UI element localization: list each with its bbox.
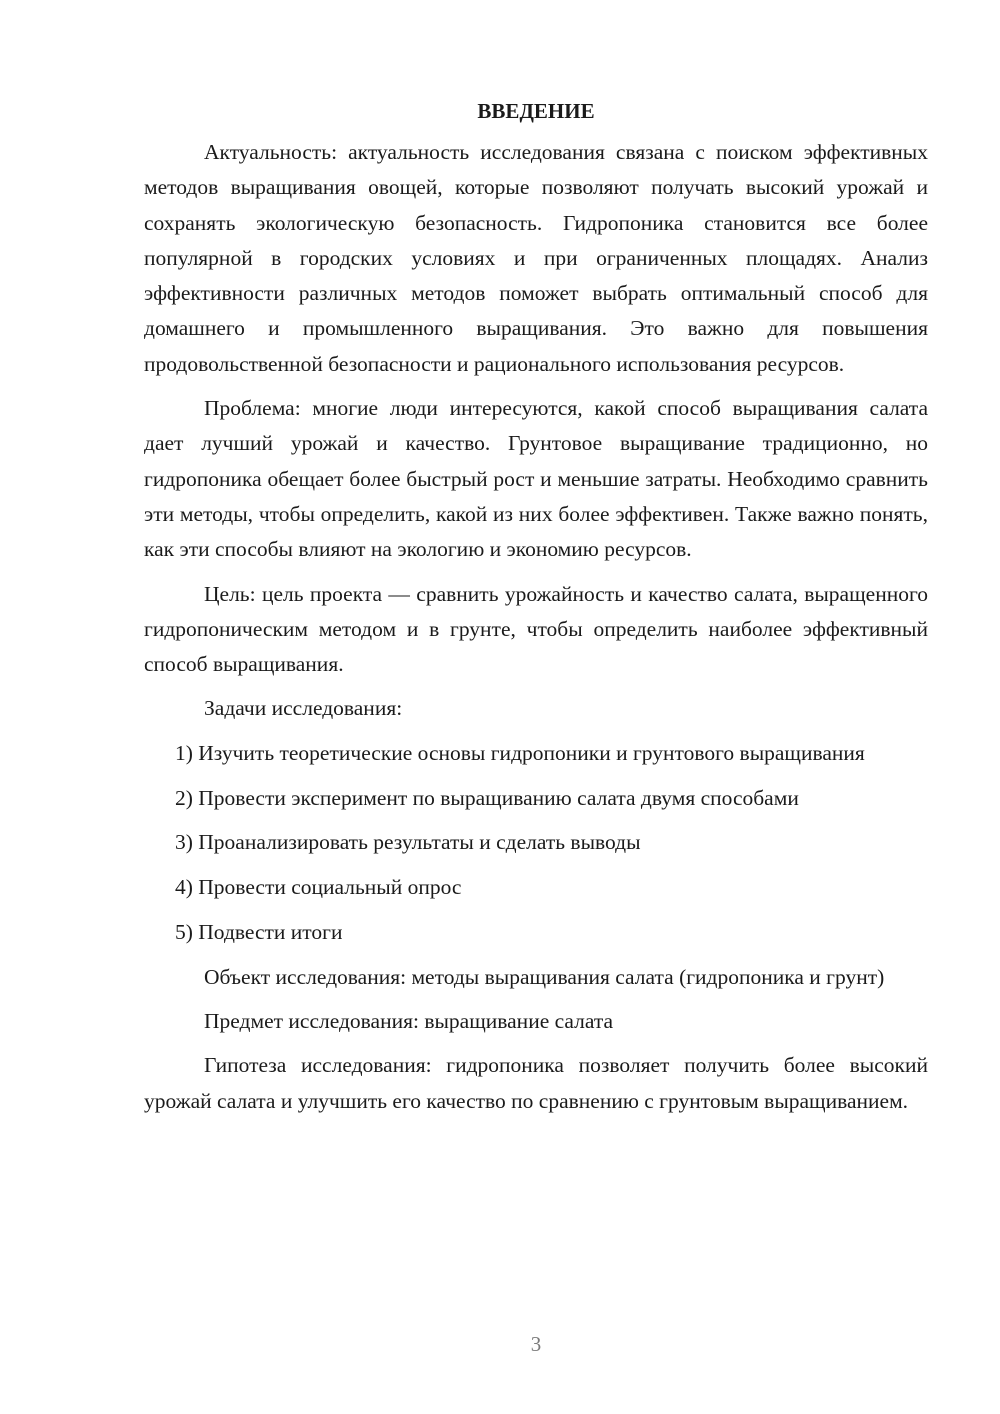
task-item-1: 1) Изучить теоретические основы гидропоники и грунтового выращивания [175, 740, 865, 765]
relevance-paragraph: Актуальность: актуальность исследования связана с поиском эффективных методов выращивания овощей, которые позволяют получать высокий урожай и сохранять экологическую безопасность. Гидропоника становится все более популярной в городских условиях и при ограниченных площадях. Анализ эффективности различных методов поможет выбрать оптимальный способ для домашнего и промышленного выращивания. Это важно для повышения продовольственной безопасности и рационального использования ресурсов. [144, 140, 928, 376]
page-number: 3 [530, 1332, 542, 1356]
task-item-5: 5) Подвести итоги [175, 919, 343, 944]
section-heading: ВВЕДЕНИЕ [477, 99, 595, 123]
goal-paragraph: Цель: цель проекта — сравнить урожайность и качество салата, выращенного гидропоническим методом и в грунте, чтобы определить наиболее эффективный способ выращивания. [144, 581, 928, 677]
document-page [144, 96, 928, 1128]
subject-paragraph: Предмет исследования: выращивание салата [204, 1009, 614, 1034]
task-item-4: 4) Провести социальный опрос [175, 875, 462, 900]
hypothesis-paragraph: Гипотеза исследования: гидропоника позволяет получить более высокий урожай салата и улучшить его качество по сравнению с грунтовым выращиванием. [144, 1053, 928, 1113]
tasks-title: Задачи исследования: [204, 696, 403, 721]
task-item-2: 2) Провести эксперимент по выращиванию салата двумя способами [175, 785, 799, 810]
problem-paragraph: Проблема: многие люди интересуются, какой способ выращивания салата дает лучший урожай и качество. Грунтовое выращивание традиционно, но гидропоника обещает более быстрый рост и меньшие затраты. Необходимо сравнить эти методы, чтобы определить, какой из них более эффективен. Также важно понять, как эти способы влияют на экологию и экономию ресурсов. [144, 396, 928, 562]
object-paragraph: Объект исследования: методы выращивания салата (гидропоника и грунт) [204, 964, 885, 989]
task-item-3: 3) Проанализировать результаты и сделать выводы [175, 830, 641, 855]
